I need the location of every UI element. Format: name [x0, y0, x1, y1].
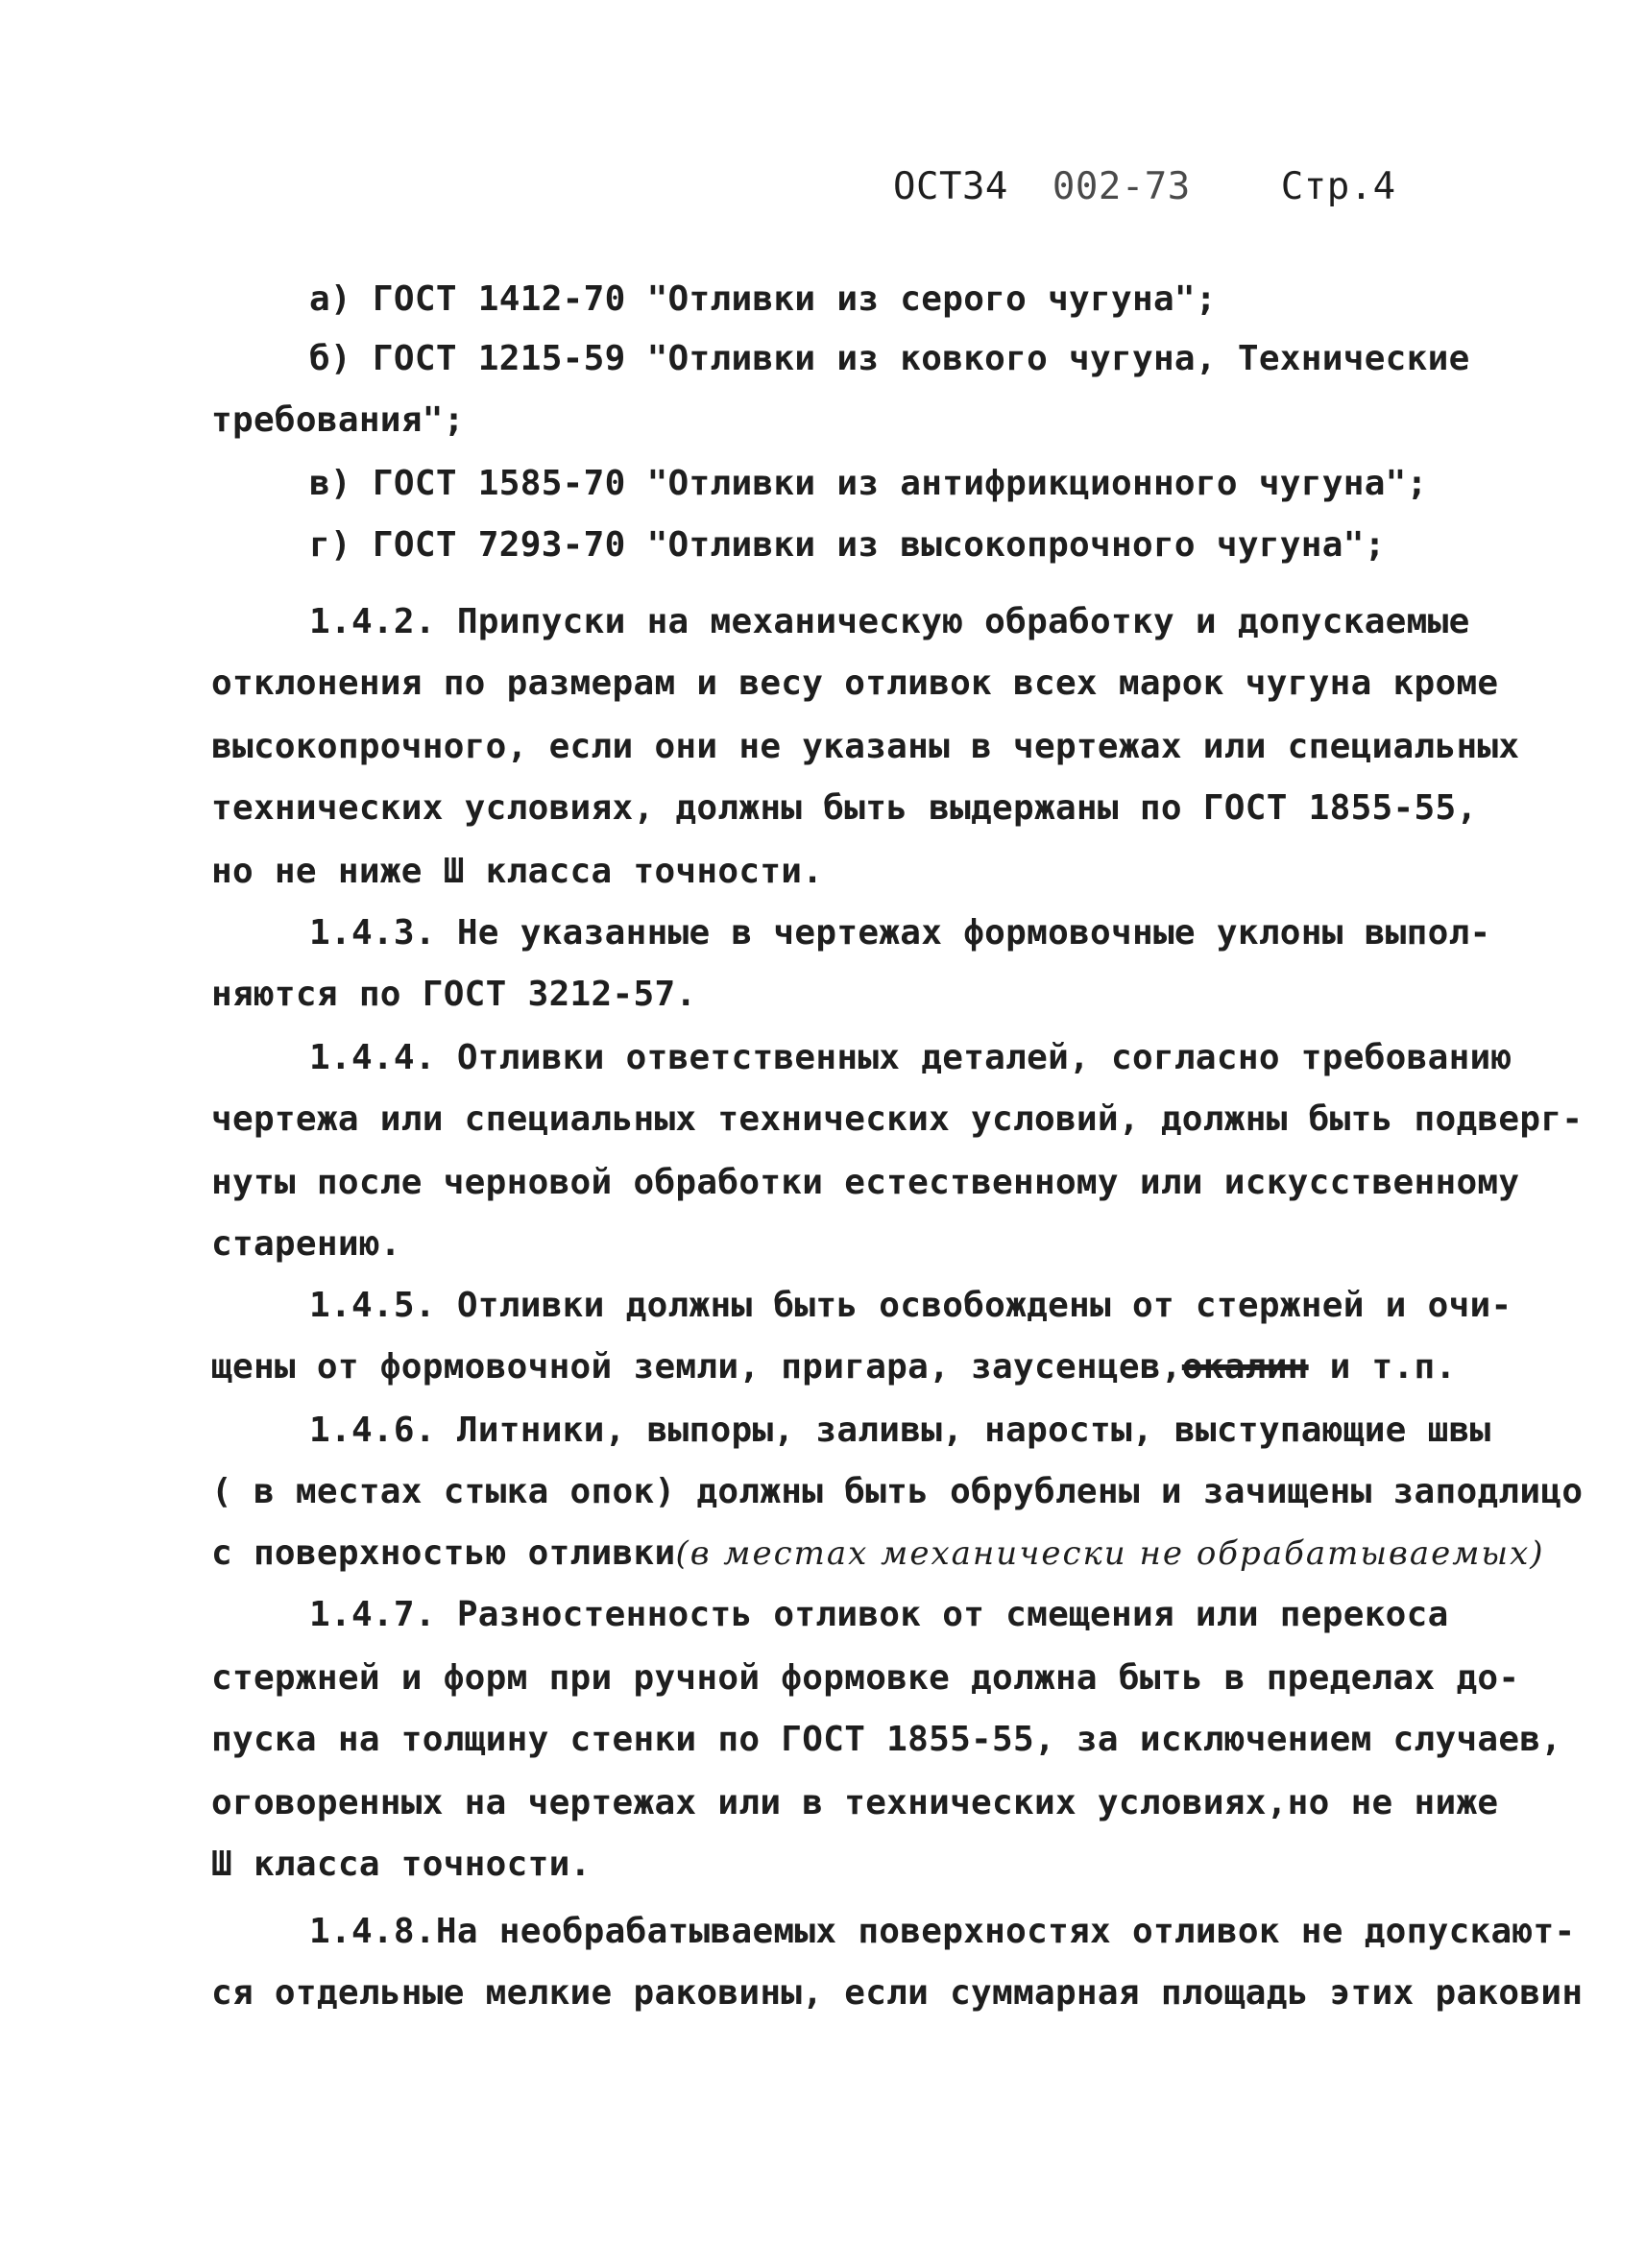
text-line: высокопрочного, если они не указаны в чертежах или специальных — [211, 727, 1520, 766]
paragraph-1-4-2: 1.4.2. Припуски на механическую обработку и допускаемые — [309, 602, 1470, 641]
struck-text: окалин — [1181, 1347, 1309, 1387]
paragraph-1-4-3: 1.4.3. Не указанные в чертежах формовочные уклоны выпол- — [309, 913, 1491, 953]
page-header — [893, 165, 1396, 208]
paragraph-1-4-5: 1.4.5. Отливки должны быть освобождены от стержней и очи- — [309, 1286, 1512, 1325]
text-line: ся отдельные мелкие раковины, если суммарная площадь этих раковин — [211, 1973, 1584, 2013]
text-fragment: и т.п. — [1308, 1347, 1457, 1387]
paragraph-1-4-4: 1.4.4. Отливки ответственных деталей, согласно требованию — [309, 1038, 1512, 1077]
text-fragment: щены от формовочной земли, пригара, заусенцев, — [211, 1347, 1182, 1387]
text-line: оговоренных на чертежах или в технических условиях,но не ниже — [211, 1783, 1499, 1822]
standard-number: 002-73 — [1052, 165, 1191, 208]
text-line: Ш класса точности. — [211, 1845, 592, 1884]
handwritten-note: (в местах механически не обрабатываемых) — [675, 1534, 1545, 1573]
list-item-b-cont: требования"; — [211, 400, 465, 440]
text-line: старению. — [211, 1224, 401, 1264]
page-number: Стр.4 — [1280, 165, 1396, 208]
text-line: нуты после черновой обработки естественному или искусственному — [211, 1163, 1520, 1202]
paragraph-1-4-7: 1.4.7. Разностенность отливок от смещения или перекоса — [309, 1595, 1449, 1634]
text-line — [211, 1346, 1456, 1388]
text-line: стержней и форм при ручной формовке должна быть в пределах до- — [211, 1658, 1520, 1698]
list-item-b: б) ГОСТ 1215-59 "Отливки из ковкого чугуна, Технические — [309, 339, 1470, 378]
text-line: пуска на толщину стенки по ГОСТ 1855-55, за исключением случаев, — [211, 1720, 1562, 1759]
standard-code: ОСТ34 — [893, 165, 1008, 208]
text-line — [211, 1532, 1545, 1575]
list-item-g: г) ГОСТ 7293-70 "Отливки из высокопрочного чугуна"; — [309, 525, 1386, 565]
text-fragment: с поверхностью отливки — [211, 1533, 676, 1573]
list-item-v: в) ГОСТ 1585-70 "Отливки из антифрикционного чугуна"; — [309, 464, 1428, 503]
text-line: чертежа или специальных технических условий, должны быть подверг- — [211, 1099, 1584, 1139]
text-line: няются по ГОСТ 3212-57. — [211, 975, 697, 1014]
paragraph-1-4-6: 1.4.6. Литники, выпоры, заливы, наросты, выступающие швы — [309, 1411, 1491, 1450]
text-line: но не ниже Ш класса точности. — [211, 852, 824, 891]
text-line: технических условиях, должны быть выдержаны по ГОСТ 1855-55, — [211, 788, 1478, 828]
text-line: отклонения по размерам и весу отливок всех марок чугуна кроме — [211, 664, 1499, 703]
list-item-a: а) ГОСТ 1412-70 "Отливки из серого чугуна"; — [309, 279, 1217, 319]
paragraph-1-4-8: 1.4.8.На необрабатываемых поверхностях отливок не допускают- — [309, 1912, 1576, 1951]
text-line: ( в местах стыка опок) должны быть обрублены и зачищены заподлицо — [211, 1472, 1584, 1511]
